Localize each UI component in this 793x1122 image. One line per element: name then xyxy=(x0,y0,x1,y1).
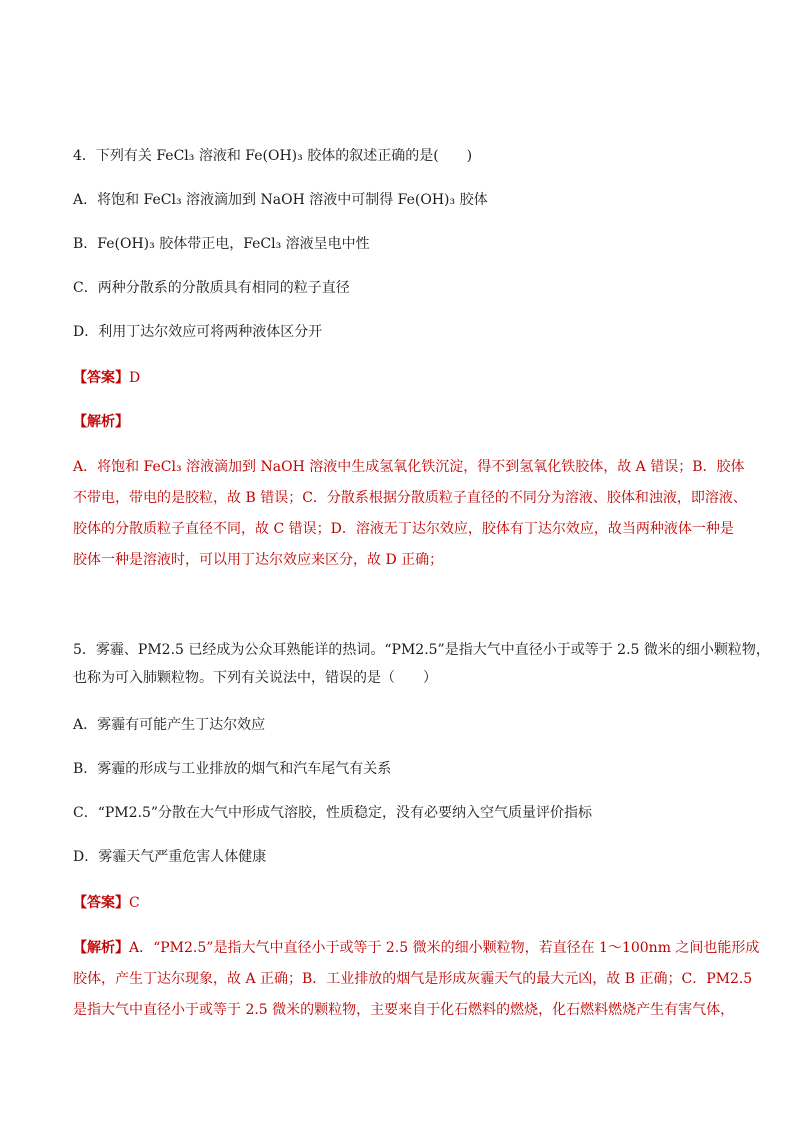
q4-analysis-line-4: 胶体一种是溶液时，可以用丁达尔效应来区分，故 D 正确； xyxy=(73,552,444,568)
q4-answer-label: 【答案】 xyxy=(73,370,129,386)
q4-answer-value: D xyxy=(129,370,141,386)
q4-option-d: D．利用丁达尔效应可将两种液体区分开 xyxy=(73,324,323,340)
q5-answer-value: C xyxy=(129,895,140,911)
q5-option-b: B．雾霾的形成与工业排放的烟气和汽车尾气有关系 xyxy=(73,761,392,777)
q4-option-b: B．Fe(OH)₃ 胶体带正电，FeCl₃ 溶液呈电中性 xyxy=(73,236,370,252)
q4-stem: 4．下列有关 FeCl₃ 溶液和 Fe(OH)₃ 胶体的叙述正确的是( ) xyxy=(73,148,473,164)
q4-option-c: C．两种分散系的分散质具有相同的粒子直径 xyxy=(73,280,350,296)
q4-analysis-line-2: 不带电，带电的是胶粒，故 B 错误；C．分散系根据分散质粒子直径的不同分为溶液、胶体和浊液，即溶液、 xyxy=(73,490,747,506)
q5-analysis-text-1: A．“PM2.5”是指大气中直径小于或等于 2.5 微米的细小颗粒物，若直径在 1～100nm 之间也能形成 xyxy=(129,940,760,956)
q5-stem-line-2: 也称为可入肺颗粒物。下列有关说法中，错误的是（ ） xyxy=(73,670,437,686)
q5-analysis-line-3: 是指大气中直径小于或等于 2.5 微米的颗粒物，主要来自于化石燃料的燃烧，化石燃料燃烧产生有害气体， xyxy=(73,1002,735,1018)
q5-answer-label: 【答案】 xyxy=(73,895,129,911)
q5-option-a: A．雾霾有可能产生丁达尔效应 xyxy=(73,717,266,733)
q4-analysis-line-1: A．将饱和 FeCl₃ 溶液滴加到 NaOH 溶液中生成氢氧化铁沉淀，得不到氢氧化铁胶体，故 A 错误；B．胶体 xyxy=(73,459,745,475)
q5-answer xyxy=(73,893,733,913)
q5-analysis-label: 【解析】 xyxy=(73,940,129,956)
q5-option-c: C．“PM2.5”分散在大气中形成气溶胶，性质稳定，没有必要纳入空气质量评价指标 xyxy=(73,805,593,821)
q5-analysis-line-2: 胶体，产生丁达尔现象，故 A 正确；B．工业排放的烟气是形成灰霾天气的最大元凶，故 B 正确；C．PM2.5 xyxy=(73,971,753,987)
q5-analysis-line-1 xyxy=(73,938,760,958)
q5-option-d: D．雾霾天气严重危害人体健康 xyxy=(73,849,267,865)
q4-option-a: A．将饱和 FeCl₃ 溶液滴加到 NaOH 溶液中可制得 Fe(OH)₃ 胶体 xyxy=(73,192,488,208)
q5-stem-line-1: 5．雾霾、PM2.5 已经成为公众耳熟能详的热词。“PM2.5”是指大气中直径小于或等于 2.5 微米的细小颗粒物， xyxy=(73,642,770,658)
q4-analysis-line-3: 胶体的分散质粒子直径不同，故 C 错误；D．溶液无丁达尔效应，胶体有丁达尔效应，故当两种液体一种是 xyxy=(73,521,734,537)
q4-answer xyxy=(73,368,733,388)
q4-analysis-label: 【解析】 xyxy=(73,414,129,430)
